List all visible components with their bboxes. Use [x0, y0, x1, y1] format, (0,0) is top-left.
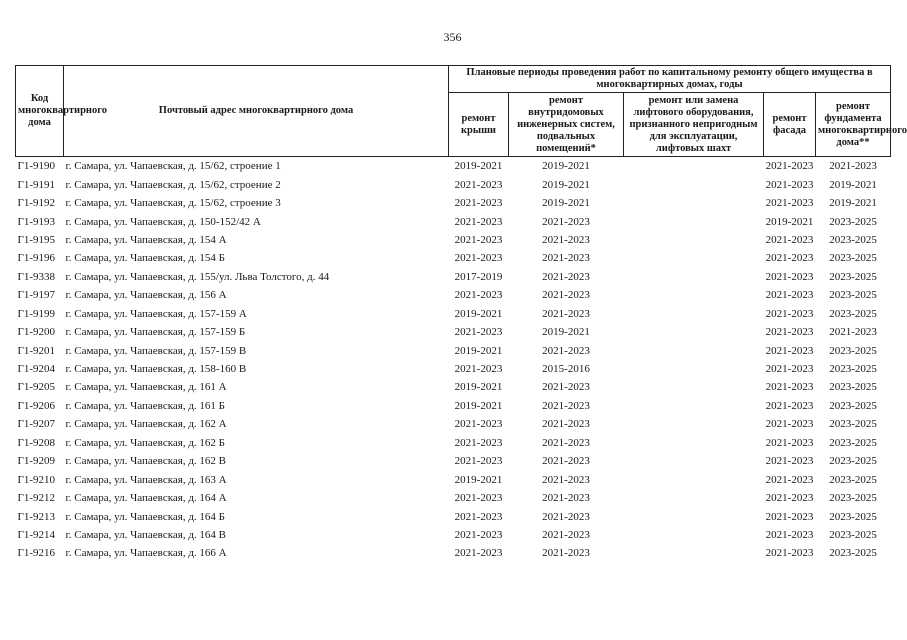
cell-code: Г1-9212	[17, 492, 56, 505]
cell-elevator	[624, 323, 764, 341]
cell-address: г. Самара, ул. Чапаевская, д. 164 В	[65, 528, 226, 541]
cell-roof: 2019-2021	[454, 381, 503, 394]
cell-elevator	[624, 434, 764, 452]
cell-roof: 2021-2023	[454, 233, 503, 246]
cell-foundation: 2023-2025	[829, 528, 877, 541]
cell-code: Г1-9216	[17, 547, 56, 560]
table-row	[16, 249, 891, 267]
cell-facade: 2021-2023	[765, 436, 814, 449]
table-row	[16, 378, 891, 396]
cell-code: Г1-9213	[17, 510, 56, 523]
cell-foundation: 2023-2025	[829, 270, 877, 283]
cell-roof: 2019-2021	[454, 473, 503, 486]
cell-facade: 2021-2023	[765, 197, 814, 210]
cell-engineering: 2021-2023	[542, 270, 590, 283]
cell-foundation: 2023-2025	[829, 307, 877, 320]
cell-facade: 2021-2023	[765, 344, 814, 357]
table-row	[16, 452, 891, 470]
cell-roof: 2021-2023	[454, 492, 503, 505]
table-row	[16, 397, 891, 415]
table-row	[16, 157, 891, 176]
cell-facade: 2021-2023	[765, 492, 814, 505]
cell-elevator	[624, 231, 764, 249]
table-row	[16, 544, 891, 562]
cell-address: г. Самара, ул. Чапаевская, д. 163 А	[65, 473, 227, 486]
header-engineering: ремонт внутридомовых инженерных систем, подвальных помещений*	[509, 93, 624, 157]
cell-code: Г1-9214	[17, 528, 56, 541]
header-code: Код многоквартирного дома	[16, 66, 64, 157]
cell-roof: 2019-2021	[454, 307, 503, 320]
cell-address: г. Самара, ул. Чапаевская, д. 15/62, строение 3	[65, 197, 281, 210]
cell-foundation: 2023-2025	[829, 473, 877, 486]
cell-roof: 2021-2023	[454, 455, 503, 468]
cell-foundation: 2023-2025	[829, 381, 877, 394]
cell-roof: 2021-2023	[454, 289, 503, 302]
cell-code: Г1-9206	[17, 399, 56, 412]
table-row	[16, 507, 891, 525]
cell-elevator	[624, 305, 764, 323]
cell-elevator	[624, 268, 764, 286]
cell-elevator	[624, 378, 764, 396]
cell-code: Г1-9205	[17, 381, 56, 394]
cell-foundation: 2023-2025	[829, 289, 877, 302]
cell-elevator	[624, 341, 764, 359]
cell-code: Г1-9190	[17, 160, 56, 173]
cell-foundation: 2023-2025	[829, 455, 877, 468]
cell-roof: 2021-2023	[454, 510, 503, 523]
table-row	[16, 360, 891, 378]
cell-engineering: 2021-2023	[542, 344, 590, 357]
cell-elevator	[624, 452, 764, 470]
cell-facade: 2021-2023	[765, 418, 814, 431]
cell-foundation: 2021-2023	[829, 326, 877, 339]
cell-code: Г1-9201	[17, 344, 56, 357]
cell-facade: 2021-2023	[765, 528, 814, 541]
cell-address: г. Самара, ул. Чапаевская, д. 154 А	[65, 233, 227, 246]
cell-roof: 2019-2021	[454, 399, 503, 412]
cell-address: г. Самара, ул. Чапаевская, д. 161 А	[65, 381, 227, 394]
cell-engineering: 2021-2023	[542, 307, 590, 320]
cell-code: Г1-9208	[17, 436, 56, 449]
cell-address: г. Самара, ул. Чапаевская, д. 156 А	[65, 289, 227, 302]
cell-address: г. Самара, ул. Чапаевская, д. 150-152/42 А	[65, 215, 261, 228]
cell-engineering: 2019-2021	[542, 178, 590, 191]
cell-roof: 2021-2023	[454, 436, 503, 449]
cell-address: г. Самара, ул. Чапаевская, д. 15/62, строение 1	[65, 160, 281, 173]
cell-engineering: 2021-2023	[542, 381, 590, 394]
table-row	[16, 194, 891, 212]
cell-roof: 2019-2021	[454, 344, 503, 357]
cell-roof: 2021-2023	[454, 528, 503, 541]
cell-foundation: 2019-2021	[829, 178, 877, 191]
cell-foundation: 2019-2021	[829, 197, 877, 210]
cell-roof: 2021-2023	[454, 178, 503, 191]
cell-address: г. Самара, ул. Чапаевская, д. 164 Б	[65, 510, 225, 523]
cell-foundation: 2023-2025	[829, 510, 877, 523]
cell-elevator	[624, 212, 764, 230]
cell-facade: 2021-2023	[765, 178, 814, 191]
cell-engineering: 2021-2023	[542, 215, 590, 228]
cell-code: Г1-9195	[17, 233, 56, 246]
cell-roof: 2021-2023	[454, 418, 503, 431]
cell-facade: 2021-2023	[765, 399, 814, 412]
table-row	[16, 489, 891, 507]
cell-facade: 2021-2023	[765, 252, 814, 265]
cell-facade: 2021-2023	[765, 455, 814, 468]
cell-address: г. Самара, ул. Чапаевская, д. 15/62, строение 2	[65, 178, 281, 191]
cell-foundation: 2023-2025	[829, 363, 877, 376]
cell-engineering: 2021-2023	[542, 547, 590, 560]
table-row	[16, 470, 891, 488]
table-row	[16, 268, 891, 286]
cell-foundation: 2023-2025	[829, 492, 877, 505]
cell-foundation: 2023-2025	[829, 252, 877, 265]
cell-engineering: 2019-2021	[542, 160, 590, 173]
cell-facade: 2021-2023	[765, 326, 814, 339]
cell-roof: 2021-2023	[454, 215, 503, 228]
cell-foundation: 2023-2025	[829, 399, 877, 412]
table-row	[16, 175, 891, 193]
cell-code: Г1-9204	[17, 363, 56, 376]
table-row	[16, 305, 891, 323]
header-address: Почтовый адрес многоквартирного дома	[64, 66, 449, 157]
cell-engineering: 2021-2023	[542, 455, 590, 468]
header-facade: ремонт фасада	[764, 93, 816, 157]
cell-elevator	[624, 157, 764, 176]
cell-engineering: 2021-2023	[542, 418, 590, 431]
cell-foundation: 2023-2025	[829, 215, 877, 228]
cell-engineering: 2021-2023	[542, 473, 590, 486]
cell-facade: 2021-2023	[765, 363, 814, 376]
cell-facade: 2021-2023	[765, 473, 814, 486]
cell-code: Г1-9196	[17, 252, 56, 265]
cell-engineering: 2021-2023	[542, 492, 590, 505]
table-row	[16, 415, 891, 433]
cell-engineering: 2021-2023	[542, 436, 590, 449]
cell-address: г. Самара, ул. Чапаевская, д. 166 А	[65, 547, 227, 560]
cell-code: Г1-9207	[17, 418, 56, 431]
cell-address: г. Самара, ул. Чапаевская, д. 162 Б	[65, 436, 225, 449]
cell-foundation: 2023-2025	[829, 418, 877, 431]
cell-code: Г1-9191	[17, 178, 56, 191]
cell-elevator	[624, 489, 764, 507]
cell-address: г. Самара, ул. Чапаевская, д. 155/ул. Льва Толстого, д. 44	[65, 270, 330, 283]
table-row	[16, 286, 891, 304]
table-body	[16, 157, 891, 563]
table-header	[16, 66, 907, 157]
cell-address: г. Самара, ул. Чапаевская, д. 157-159 Б	[65, 326, 246, 339]
cell-engineering: 2021-2023	[542, 510, 590, 523]
cell-engineering: 2021-2023	[542, 289, 590, 302]
header-foundation: ремонт фундамента многоквартирного дома**	[816, 93, 891, 157]
cell-elevator	[624, 415, 764, 433]
cell-engineering: 2021-2023	[542, 233, 590, 246]
cell-elevator	[624, 526, 764, 544]
cell-roof: 2017-2019	[454, 270, 503, 283]
header-elevator: ремонт или замена лифтового оборудования, признанного непригодным для эксплуатации, лифтовых шахт	[624, 93, 764, 157]
cell-code: Г1-9338	[17, 270, 56, 283]
cell-facade: 2021-2023	[765, 160, 814, 173]
table-row	[16, 434, 891, 452]
cell-elevator	[624, 286, 764, 304]
cell-facade: 2021-2023	[765, 233, 814, 246]
cell-foundation: 2023-2025	[829, 233, 877, 246]
cell-foundation: 2023-2025	[829, 344, 877, 357]
cell-facade: 2021-2023	[765, 289, 814, 302]
table-row	[16, 341, 891, 359]
cell-engineering: 2021-2023	[542, 399, 590, 412]
cell-engineering: 2015-2016	[542, 363, 590, 376]
cell-address: г. Самара, ул. Чапаевская, д. 158-160 В	[65, 363, 247, 376]
cell-engineering: 2019-2021	[542, 197, 590, 210]
header-periods-group: Плановые периоды проведения работ по капитальному ремонту общего имущества в многоквартирных домах, годы	[449, 66, 891, 93]
cell-foundation: 2023-2025	[829, 547, 877, 560]
cell-engineering: 2019-2021	[542, 326, 590, 339]
cell-address: г. Самара, ул. Чапаевская, д. 162 А	[65, 418, 227, 431]
cell-elevator	[624, 507, 764, 525]
cell-address: г. Самара, ул. Чапаевская, д. 154 Б	[65, 252, 225, 265]
cell-engineering: 2021-2023	[542, 528, 590, 541]
cell-roof: 2021-2023	[454, 197, 503, 210]
cell-address: г. Самара, ул. Чапаевская, д. 164 А	[65, 492, 227, 505]
cell-engineering: 2021-2023	[542, 252, 590, 265]
cell-elevator	[624, 397, 764, 415]
cell-roof: 2021-2023	[454, 252, 503, 265]
table-row	[16, 323, 891, 341]
table-row	[16, 212, 891, 230]
cell-address: г. Самара, ул. Чапаевская, д. 157-159 В	[65, 344, 247, 357]
capital-repair-table	[15, 65, 907, 563]
page-number: 356	[443, 30, 462, 44]
cell-roof: 2021-2023	[454, 363, 503, 376]
header-roof: ремонт крыши	[449, 93, 509, 157]
cell-code: Г1-9197	[17, 289, 56, 302]
cell-code: Г1-9192	[17, 197, 56, 210]
cell-address: г. Самара, ул. Чапаевская, д. 162 В	[65, 455, 226, 468]
cell-foundation: 2023-2025	[829, 436, 877, 449]
cell-elevator	[624, 175, 764, 193]
table-row	[16, 231, 891, 249]
cell-elevator	[624, 470, 764, 488]
cell-facade: 2021-2023	[765, 307, 814, 320]
cell-elevator	[624, 194, 764, 212]
cell-roof: 2021-2023	[454, 326, 503, 339]
cell-elevator	[624, 360, 764, 378]
cell-facade: 2021-2023	[765, 547, 814, 560]
table-row	[16, 526, 891, 544]
cell-code: Г1-9209	[17, 455, 56, 468]
cell-facade: 2021-2023	[765, 270, 814, 283]
cell-facade: 2021-2023	[765, 381, 814, 394]
cell-code: Г1-9193	[17, 215, 56, 228]
cell-code: Г1-9199	[17, 307, 56, 320]
cell-facade: 2021-2023	[765, 510, 814, 523]
cell-address: г. Самара, ул. Чапаевская, д. 161 Б	[65, 399, 225, 412]
cell-roof: 2021-2023	[454, 547, 503, 560]
cell-address: г. Самара, ул. Чапаевская, д. 157-159 А	[65, 307, 247, 320]
cell-code: Г1-9210	[17, 473, 56, 486]
cell-elevator	[624, 249, 764, 267]
cell-roof: 2019-2021	[454, 160, 503, 173]
cell-elevator	[624, 544, 764, 562]
cell-facade: 2019-2021	[765, 215, 814, 228]
cell-code: Г1-9200	[17, 326, 56, 339]
cell-foundation: 2021-2023	[829, 160, 877, 173]
